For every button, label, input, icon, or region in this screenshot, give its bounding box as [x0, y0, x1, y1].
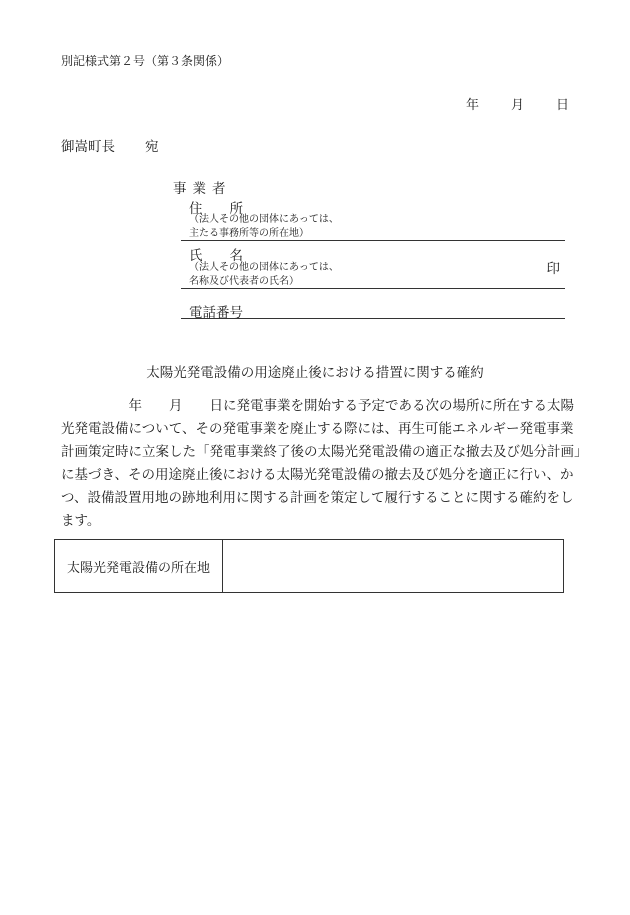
address-rule: [181, 240, 565, 241]
document-title: 太陽光発電設備の用途廃止後における措置に関する確約: [146, 365, 484, 381]
location-value-cell[interactable]: [223, 540, 563, 592]
form-number: 別記様式第２号（第３条関係）: [61, 54, 230, 68]
name-rule: [181, 288, 565, 289]
addressee-name: 御嵩町長: [61, 139, 115, 155]
phone-rule: [181, 318, 565, 319]
address-note-line2: 主たる事務所等の所在地）: [189, 228, 309, 239]
name-note-line1: （法人その他の団体にあっては、: [189, 262, 339, 273]
date-month-label: 月: [510, 98, 524, 113]
address-note-line1: （法人その他の団体にあっては、: [189, 214, 339, 225]
phone-label: 電話番号: [189, 305, 243, 321]
addressee: [61, 135, 159, 155]
addressee-suffix: 宛: [145, 139, 159, 155]
name-label: 氏 名: [189, 248, 243, 264]
location-label-cell: 太陽光発電設備の所在地: [55, 540, 223, 592]
address-label: 住 所: [189, 201, 243, 217]
commitment-body: 年 月 日に発電事業を開始する予定である次の場所に所在する太陽光発電設備について、その発電事業を廃止する際には、再生可能エネルギー発電事業計画策定時に立案した「発電事業終了後の太陽光発電設備の適正な撤去及び処分計画」に基づき、その用途廃止後における太陽光発電設備の撤去及び処分を適正に行い、かつ、設備設置用地の跡地利用に関する計画を策定して履行することに関する確約をします。: [61, 398, 581, 529]
seal-mark: 印: [546, 261, 560, 277]
operator-heading: 事業者: [173, 181, 232, 197]
name-note-line2: 名称及び代表者の氏名）: [189, 276, 299, 287]
location-table: [54, 539, 564, 593]
date-line: [466, 94, 569, 113]
date-day-label: 日: [555, 98, 569, 113]
date-year-label: 年: [465, 98, 479, 113]
